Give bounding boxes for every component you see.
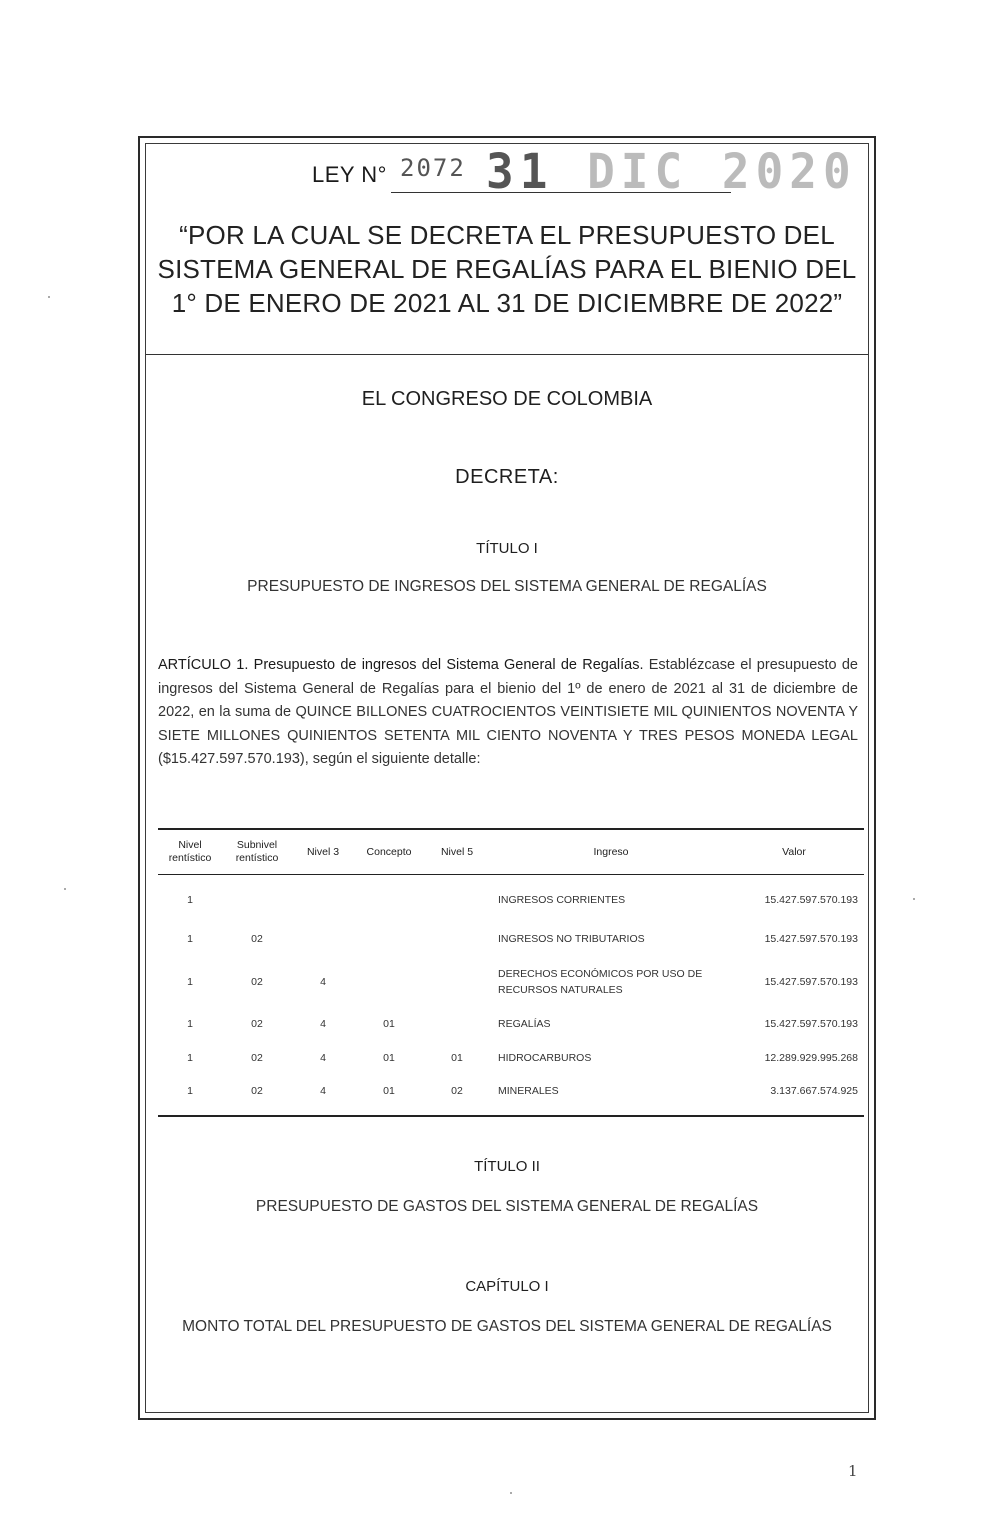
- document-inner-frame: [145, 143, 869, 1413]
- cell-valor: 15.427.597.570.193: [764, 894, 858, 906]
- titulo-1-heading: TÍTULO I: [476, 540, 538, 557]
- document-frame: [138, 136, 876, 1420]
- cell-subnivel-rentistico: 02: [251, 976, 263, 988]
- titulo-2-subtitle: PRESUPUESTO DE GASTOS DEL SISTEMA GENERAL DE REGALÍAS: [255, 1198, 759, 1215]
- table-row: [158, 1043, 864, 1073]
- header-valor: Valor: [782, 845, 806, 858]
- header-ingreso: Ingreso: [593, 845, 629, 858]
- cell-ingreso: MINERALES: [498, 1085, 559, 1097]
- cell-nivel-rentistico: 1: [187, 894, 193, 906]
- cell-ingreso: REGALÍAS: [498, 1018, 551, 1030]
- scan-speck: [510, 1492, 512, 1494]
- header-concepto: Concepto: [366, 845, 412, 858]
- cell-valor: 12.289.929.995.268: [764, 1052, 858, 1064]
- cell-valor: 3.137.667.574.925: [770, 1085, 858, 1097]
- law-number: 2072: [400, 154, 466, 182]
- cell-concepto: 01: [383, 1052, 395, 1064]
- article-1-lead: ARTÍCULO 1. Presupuesto de ingresos del Sistema General de Regalías.: [158, 657, 644, 673]
- stamp-month-year: DIC 2020: [587, 142, 857, 200]
- cell-nivel-rentistico: 1: [187, 933, 193, 945]
- article-1: [158, 654, 858, 772]
- cell-subnivel-rentistico: 02: [251, 1052, 263, 1064]
- table-header-row: [158, 830, 864, 874]
- income-table: [158, 828, 864, 1117]
- cell-nivel-rentistico: 1: [187, 1052, 193, 1064]
- table-body: [158, 875, 864, 1115]
- cell-ingreso: HIDROCARBUROS: [498, 1052, 592, 1064]
- cell-nivel-rentistico: 1: [187, 1018, 193, 1030]
- page-number: 1: [848, 1462, 858, 1480]
- cell-nivel-3: 4: [320, 1018, 326, 1030]
- table-bottom-rule: [158, 1115, 864, 1117]
- titulo-1-subtitle: PRESUPUESTO DE INGRESOS DEL SISTEMA GENERAL DE REGALÍAS: [247, 578, 767, 595]
- law-number-line: [146, 142, 868, 202]
- cell-nivel-5: 01: [451, 1052, 463, 1064]
- cell-ingreso: INGRESOS CORRIENTES: [498, 894, 626, 906]
- cell-subnivel-rentistico: 02: [251, 933, 263, 945]
- header-subnivel-rentistico: Subnivel rentístico: [235, 839, 279, 864]
- table-row: [158, 1073, 864, 1109]
- titulo-2-heading: TÍTULO II: [474, 1158, 540, 1175]
- law-title: “POR LA CUAL SE DECRETA EL PRESUPUESTO DEL SISTEMA GENERAL DE REGALÍAS PARA EL BIENIO DEL 1° DE ENERO DE 2021 AL 31 DE DICIEMBRE DE 2022”: [157, 220, 857, 318]
- table-row: [158, 1005, 864, 1043]
- header-nivel-rentistico: Nivel rentístico: [168, 839, 212, 864]
- cell-concepto: 01: [383, 1085, 395, 1097]
- header-nivel-3: Nivel 3: [306, 845, 340, 858]
- cell-ingreso: DERECHOS ECONÓMICOS POR USO DE RECURSOS NATURALES: [498, 968, 703, 996]
- cell-valor: 15.427.597.570.193: [764, 933, 858, 945]
- cell-nivel-5: 02: [451, 1085, 463, 1097]
- article-1-text: Establézcase el presupuesto de ingresos del Sistema General de Regalías para el bienio del 1º de enero de 2021 al 31 de diciembre de 2022, en la suma de QUINCE BILLONES CUATROCIENTOS VEINTISIETE MIL QUINIENTOS NOVENTA Y SIETE MILLONES QUINIENTOS SETENTA MIL CIENTO NOVENTA Y TRES PESOS MONEDA LEGAL ($15.427.597.570.193), según el siguiente detalle:: [158, 657, 858, 767]
- date-stamp: [486, 143, 857, 200]
- scan-speck: [64, 888, 66, 890]
- header-nivel-5: Nivel 5: [440, 845, 474, 858]
- cell-valor: 15.427.597.570.193: [764, 976, 858, 988]
- congress-heading: EL CONGRESO DE COLOMBIA: [361, 388, 653, 410]
- title-divider: [146, 354, 868, 355]
- capitulo-1-heading: CAPÍTULO I: [465, 1278, 549, 1295]
- scan-speck: [913, 898, 915, 900]
- cell-nivel-rentistico: 1: [187, 976, 193, 988]
- decreta-heading: DECRETA:: [455, 466, 559, 488]
- cell-ingreso: INGRESOS NO TRIBUTARIOS: [498, 933, 645, 945]
- cell-nivel-rentistico: 1: [187, 1085, 193, 1097]
- law-prefix: LEY N°: [312, 162, 387, 187]
- table-row: [158, 959, 864, 1005]
- cell-nivel-3: 4: [320, 1085, 326, 1097]
- cell-subnivel-rentistico: 02: [251, 1085, 263, 1097]
- scan-speck: [48, 296, 50, 298]
- table-row: [158, 919, 864, 959]
- table-row: [158, 881, 864, 919]
- cell-nivel-3: 4: [320, 976, 326, 988]
- cell-concepto: 01: [383, 1018, 395, 1030]
- cell-nivel-3: 4: [320, 1052, 326, 1064]
- cell-subnivel-rentistico: 02: [251, 1018, 263, 1030]
- capitulo-1-subtitle: MONTO TOTAL DEL PRESUPUESTO DE GASTOS DEL SISTEMA GENERAL DE REGALÍAS: [182, 1318, 832, 1335]
- stamp-day: 31: [486, 142, 554, 200]
- cell-valor: 15.427.597.570.193: [764, 1018, 858, 1030]
